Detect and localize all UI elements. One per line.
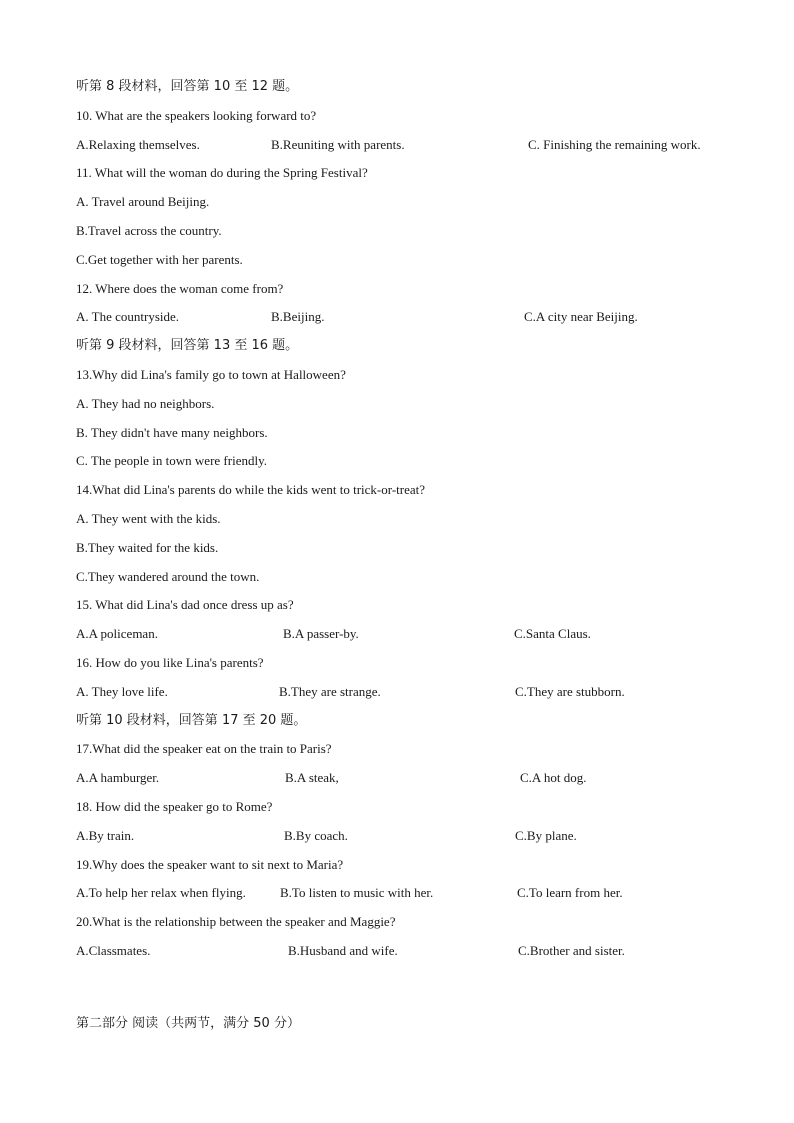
question-17-option-c: C.A hot dog. [520, 770, 587, 785]
question-10-option-c: C. Finishing the remaining work. [528, 137, 701, 152]
question-19-option-a: A.To help her relax when flying. [76, 885, 246, 900]
question-15-option-a: A.A policeman. [76, 626, 158, 641]
question-18-option-c: C.By plane. [515, 828, 577, 843]
question-19: 19.Why does the speaker want to sit next to Maria? [76, 857, 344, 872]
question-20-option-a: A.Classmates. [76, 943, 151, 958]
section-header-8: 听第 8 段材料，回答第 10 至 12 题。 [76, 79, 299, 94]
question-17: 17.What did the speaker eat on the train to Paris? [76, 741, 332, 756]
question-14: 14.What did Lina's parents do while the kids went to trick-or-treat? [76, 482, 426, 497]
question-17-option-a: A.A hamburger. [76, 770, 160, 785]
question-14-option-a: A. They went with the kids. [76, 511, 221, 526]
question-17-option-b: B.A steak, [285, 770, 339, 785]
question-16-option-a: A. They love life. [76, 684, 168, 699]
question-10: 10. What are the speakers looking forward to? [76, 108, 317, 123]
question-11-option-a: A. Travel around Beijing. [76, 194, 210, 209]
question-20: 20.What is the relationship between the speaker and Maggie? [76, 914, 396, 929]
question-13-option-a: A. They had no neighbors. [76, 396, 215, 411]
question-12-option-c: C.A city near Beijing. [524, 309, 638, 324]
question-13-option-c: C. The people in town were friendly. [76, 453, 267, 468]
question-11-option-c: C.Get together with her parents. [76, 252, 243, 267]
question-11-option-b: B.Travel across the country. [76, 223, 222, 238]
question-15: 15. What did Lina's dad once dress up as? [76, 597, 294, 612]
question-13-option-b: B. They didn't have many neighbors. [76, 425, 268, 440]
question-16-option-b: B.They are strange. [279, 684, 381, 699]
question-14-option-c: C.They wandered around the town. [76, 569, 260, 584]
section-header-10: 听第 10 段材料，回答第 17 至 20 题。 [76, 713, 307, 728]
question-15-option-c: C.Santa Claus. [514, 626, 591, 641]
question-10-option-b: B.Reuniting with parents. [271, 137, 405, 152]
question-19-option-b: B.To listen to music with her. [280, 885, 434, 900]
question-18-option-b: B.By coach. [284, 828, 348, 843]
question-13: 13.Why did Lina's family go to town at Halloween? [76, 367, 346, 382]
question-18: 18. How did the speaker go to Rome? [76, 799, 273, 814]
question-16: 16. How do you like Lina's parents? [76, 655, 264, 670]
question-18-option-a: A.By train. [76, 828, 135, 843]
section-header-9: 听第 9 段材料，回答第 13 至 16 题。 [76, 338, 299, 353]
question-20-option-c: C.Brother and sister. [518, 943, 625, 958]
question-12-option-b: B.Beijing. [271, 309, 325, 324]
question-12-option-a: A. The countryside. [76, 309, 180, 324]
question-16-option-c: C.They are stubborn. [515, 684, 625, 699]
question-14-option-b: B.They waited for the kids. [76, 540, 219, 555]
question-19-option-c: C.To learn from her. [517, 885, 623, 900]
question-15-option-b: B.A passer-by. [283, 626, 359, 641]
part-2-header: 第二部分 阅读（共两节，满分 50 分） [76, 1016, 300, 1031]
question-11: 11. What will the woman do during the Spring Festival? [76, 165, 368, 180]
question-12: 12. Where does the woman come from? [76, 281, 284, 296]
question-10-option-a: A.Relaxing themselves. [76, 137, 200, 152]
question-20-option-b: B.Husband and wife. [288, 943, 398, 958]
